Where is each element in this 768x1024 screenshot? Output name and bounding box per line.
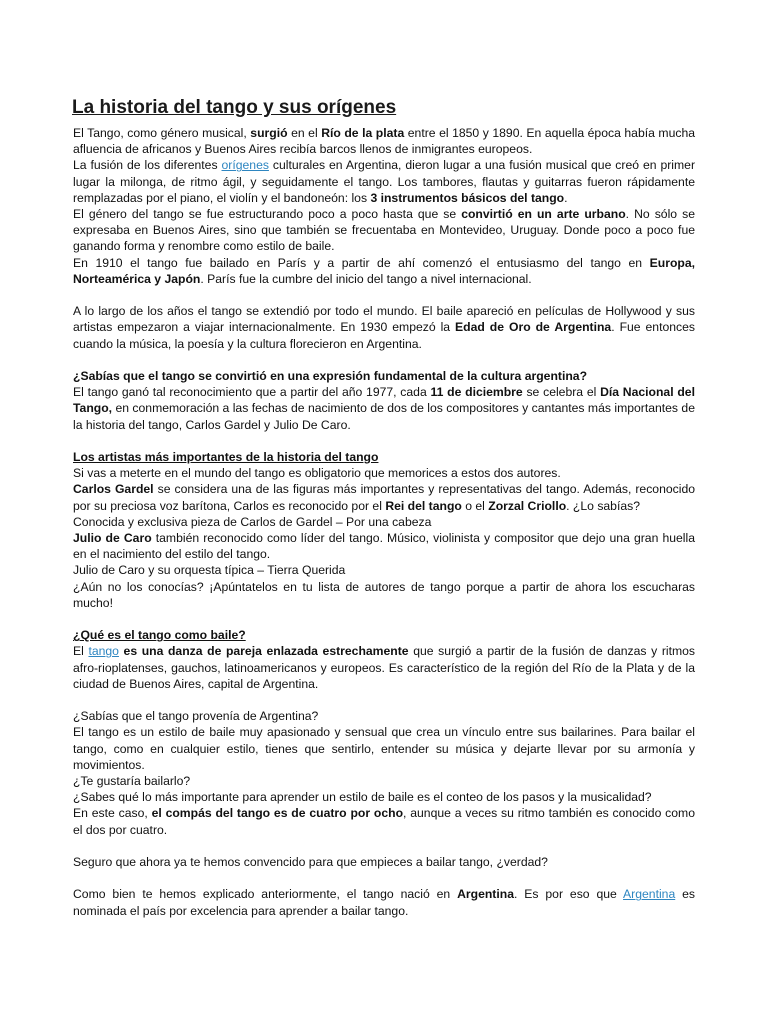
text-run: . Es por eso que [513, 887, 624, 902]
provenia-paragraph: El tango es un estilo de baile muy apasionado y sensual que crea un vínculo entre sus bailarines. Para bailar el tango, como en cualquier estilo, tienes que sentirlo, entender su música y dejarte llevar por su armonía y movimientos. [73, 725, 695, 772]
decaro-paragraph [73, 530, 695, 562]
baile-paragraph [73, 643, 695, 692]
text-run: culturales en Argentina, dieron lugar a una fusión musical que creó en primer lugar la milonga, de ritmo ágil, y seguidamente el tango. Los tambores, flautas y guitarras fueron rápidamente remplazadas por el piano, el violín y el bandoneón: los [73, 158, 695, 205]
text-run: . Fue entonces cuando la música, la poesía y la cultura florecieron en Argentina. [73, 320, 695, 351]
text-run: El [73, 644, 89, 659]
provenia-question: ¿Sabías que el tango provenía de Argentina? [73, 709, 319, 724]
bold-text: es una danza de pareja enlazada estrechamente [118, 644, 409, 659]
convencido-paragraph: Seguro que ahora ya te hemos convencido para que empieces a bailar tango, ¿verdad? [73, 855, 548, 870]
text-run: también reconocido como líder del tango. Músico, violinista y compositor que dejo una gran huella en el nacimiento del estilo del tango. [73, 531, 695, 562]
text-run: A lo largo de los años el tango se extendió por todo el mundo. El baile apareció en películas de Hollywood y sus artistas empezaron a viajar internacionalmente. En 1930 empezó la [73, 304, 695, 335]
expansion-paragraph [73, 303, 695, 352]
bold-text: Rei del tango [385, 498, 462, 513]
text-run: que surgió a partir de la fusión de danzas y ritmos afro-rioplatenses, gauchos, latinoamericanos y europeos. Es característico de la región del Río de la Plata y de la ciudad de Buenos Aires, capital de Argentina. [73, 644, 695, 691]
bold-text: Carlos Gardel [73, 482, 154, 497]
text-run: . No sólo se expresaba en Buenos Aires, sino que también se frecuentaba en Montevideo, Uruguay. Donde poco a poco fue ganando forma y renombre como estilo de baile. [73, 207, 695, 254]
artistas-intro: Si vas a meterte en el mundo del tango es obligatorio que memorices a estos dos autores. [73, 466, 561, 481]
bold-text: el compás del tango es de cuatro por ocho [151, 806, 404, 821]
text-run: . París fue la cumbre del inicio del tango a nivel internacional. [200, 271, 532, 286]
bold-text: convirtió en un arte urbano [461, 207, 626, 222]
text-run: El género del tango se fue estructurando poco a poco hasta que se [73, 207, 462, 222]
artistas-heading [73, 449, 695, 465]
section-heading: ¿Sabías que el tango se convirtió en una expresión fundamental de la cultura argentina? [73, 369, 588, 384]
text-run: en conmemoración a las fechas de nacimiento de dos de los compositores y cantantes más importantes de la historia del tango, Carlos Gardel y Julio De Caro. [73, 401, 695, 432]
bold-text: Argentina [457, 887, 514, 902]
final-paragraph [73, 886, 695, 918]
text-run: El tango ganó tal reconocimiento que a partir del año 1977, cada [73, 385, 431, 400]
bold-text: Edad de Oro de Argentina [455, 320, 612, 335]
bailarlo-question: ¿Te gustaría bailarlo? [73, 774, 191, 789]
section-heading: ¿Qué es el tango como baile? [73, 628, 246, 643]
section-heading: Los artistas más importantes de la historia del tango [73, 450, 379, 465]
tango-link[interactable]: tango [88, 644, 119, 659]
text-run: La fusión de los diferentes [73, 158, 222, 173]
argentina-link[interactable]: Argentina [623, 887, 676, 902]
intro-paragraph-2 [73, 157, 695, 206]
text-run: entre el 1850 y 1890. En aquella época había mucha afluencia de africanos y Buenos Aires recibía barcos llenos de inmigrantes europeos. [73, 126, 695, 157]
bold-text: Río de la plata [321, 126, 405, 140]
intro-paragraph-1 [73, 125, 695, 157]
compas-paragraph [73, 805, 695, 837]
sabias-paragraph [73, 384, 695, 433]
document-body [73, 125, 695, 919]
text-run: se considera una de las figuras más importantes y representativas del tango. Además, reconocido por su preciosa voz barítona, Carlos es reconocido por el [73, 482, 696, 513]
text-run: o el [461, 498, 489, 513]
text-run: En este caso, [73, 806, 152, 821]
bold-text: Día Nacional del Tango, [73, 385, 695, 416]
bold-text: Julio de Caro [73, 531, 152, 546]
bold-text: 11 de diciembre [430, 385, 523, 400]
conteo-paragraph: ¿Sabes qué lo más importante para aprender un estilo de baile es el conteo de los pasos y la musicalidad? [73, 790, 652, 805]
intro-paragraph-4 [73, 255, 695, 287]
bold-text: 3 instrumentos básicos del tango [370, 190, 565, 205]
origenes-link[interactable]: orígenes [221, 158, 269, 173]
text-run: . ¿Lo sabías? [566, 498, 641, 513]
bold-text: Zorzal Criollo [488, 498, 567, 513]
text-run: . [564, 190, 568, 205]
text-run: se celebra el [522, 385, 601, 400]
gardel-piece: Conocida y exclusiva pieza de Carlos de Gardel – Por una cabeza [73, 514, 432, 529]
text-run: es nominada el país por excelencia para aprender a bailar tango. [73, 887, 695, 918]
text-run: En 1910 el tango fue bailado en París y a partir de ahí comenzó el entusiasmo del tango en [73, 255, 650, 270]
baile-heading [73, 627, 695, 643]
artistas-outro: ¿Aún no los conocías? ¡Apúntatelos en tu lista de autores de tango porque a partir de ahora los escucharas mucho! [73, 579, 695, 610]
text-run: Como bien te hemos explicado anteriormente, el tango nació en [73, 887, 458, 902]
text-run: , aunque a veces su ritmo también es conocido como el dos por cuatro. [73, 806, 695, 837]
page-title: La historia del tango y sus orígenes [72, 97, 397, 118]
bold-text: Europa, Norteamérica y Japón [73, 255, 695, 286]
bold-text: surgió [250, 126, 288, 140]
text-run: El Tango, como género musical, [73, 126, 251, 140]
text-run: en el [287, 126, 322, 140]
sabias-heading [73, 368, 695, 384]
gardel-paragraph [73, 481, 695, 513]
intro-paragraph-3 [73, 206, 695, 255]
decaro-piece: Julio de Caro y su orquesta típica – Tierra Querida [73, 563, 346, 578]
